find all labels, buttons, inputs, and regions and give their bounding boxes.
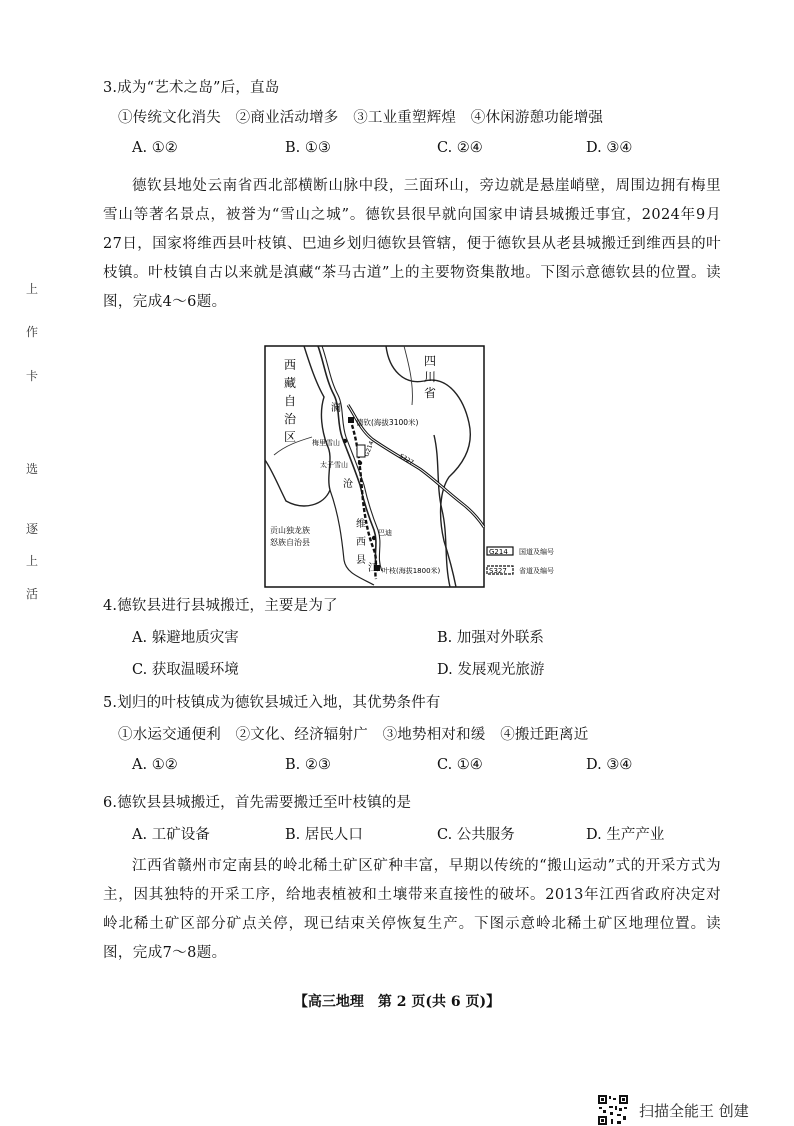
margin-char: 逐: [26, 522, 39, 536]
qr-code-icon: [597, 1094, 629, 1126]
badi-marker: [372, 536, 376, 540]
question-4-option-b: B. 加强对外联系: [437, 630, 544, 646]
svg-text:区: 区: [284, 430, 297, 444]
question-3-items: ①传统文化消失 ②商业活动增多 ③工业重塑辉煌 ④休闲游憩功能增强: [118, 110, 604, 126]
svg-text:怒族自治县: 怒族自治县: [270, 538, 310, 547]
margin-char: 作: [26, 325, 39, 339]
passage-deqin: 德钦县地处云南省西北部横断山脉中段，三面环山，旁边就是悬崖峭壁，周围边拥有梅里雪山等著名景点，被誉为“雪山之城”。德钦县很早就向国家申请县城搬迁事宜，2024年9月27日，国家将维西县叶枝镇、巴迪乡划归德钦县管辖，便于德钦县从老县城搬迁到维西县的叶枝镇。叶枝镇自古以来就是滇藏“茶马古道”上的主要物资集散地。下图示意德钦县的位置。读图，完成4～6题。: [103, 178, 721, 310]
svg-text:沧: 沧: [343, 479, 353, 490]
map-label-badi: 巴迪: [378, 529, 392, 537]
question-5-option-a: A. ①②: [132, 757, 178, 773]
map-label-sichuan: 四: [424, 354, 437, 368]
question-6-option-b: B. 居民人口: [285, 827, 363, 843]
question-4-option-d: D. 发展观光旅游: [437, 662, 545, 678]
svg-text:S327: S327: [398, 452, 415, 467]
question-5-option-b: B. ②③: [285, 757, 331, 773]
question-3-option-a: A. ①②: [132, 140, 178, 156]
question-3-stem: 3.成为“艺术之岛”后，直岛: [103, 80, 280, 96]
question-5-stem: 5.划归的叶枝镇成为德钦县城迁入地，其优势条件有: [103, 695, 441, 711]
svg-text:藏: 藏: [284, 376, 297, 390]
question-6-option-d: D. 生产产业: [586, 827, 665, 843]
question-3-option-c: C. ②④: [437, 140, 483, 156]
margin-char: 上: [26, 282, 39, 296]
meili-marker: [343, 439, 347, 443]
question-6-option-c: C. 公共服务: [437, 827, 515, 843]
margin-char: 选: [26, 462, 39, 476]
svg-text:G214: G214: [489, 548, 508, 556]
question-6-option-a: A. 工矿设备: [132, 827, 210, 843]
taizi-marker: [358, 461, 362, 465]
map-label-deqin: 德钦(海拔3100米): [356, 418, 419, 427]
map-label-taizi: 太子雪山: [320, 461, 348, 469]
svg-text:省: 省: [424, 386, 437, 400]
map-label-lancang: 澜: [331, 403, 341, 414]
svg-text:西: 西: [356, 537, 366, 548]
question-6-stem: 6.德钦县县城搬迁，首先需要搬迁至叶枝镇的是: [103, 795, 412, 811]
map-label-meili: 梅里雪山: [312, 439, 340, 447]
question-4-option-c: C. 获取温暖环境: [132, 662, 239, 678]
map-label-yezhi: 叶枝(海拔1800米): [382, 567, 441, 575]
margin-char: 卡: [26, 369, 39, 383]
svg-text:S327: S327: [489, 567, 507, 575]
question-4-stem: 4.德钦县进行县城搬迁，主要是为了: [103, 598, 338, 614]
map-label-gongshan: 贡山独龙族: [270, 526, 310, 535]
map-label-tibet: 西: [284, 358, 297, 372]
svg-text:自: 自: [284, 394, 297, 408]
margin-char: 上: [26, 554, 39, 568]
question-5-option-d: D. ③④: [586, 757, 633, 773]
deqin-marker: [348, 417, 354, 423]
question-5-items: ①水运交通便利 ②文化、经济辐射广 ③地势相对和缓 ④搬迁距离近: [118, 727, 589, 743]
legend-s327-label: 省道及编号: [519, 567, 554, 575]
margin-char: 活: [26, 587, 39, 601]
svg-text:G214: G214: [363, 440, 376, 458]
deqin-location-map: [264, 345, 604, 590]
svg-text:川: 川: [424, 370, 437, 384]
svg-text:江: 江: [368, 563, 378, 574]
page-footer: 【高三地理 第 2 页(共 6 页)】: [293, 994, 501, 1010]
map-label-weixi: 维: [356, 519, 366, 530]
passage-lingbei: 江西省赣州市定南县的岭北稀土矿区矿种丰富，早期以传统的“搬山运动”式的开采方式为主，因其独特的开采工序，给地表植被和土壤带来直接性的破坏。2013年江西省政府决定对岭北稀土矿区部分矿点关停，现已结束关停恢复生产。下图示意岭北稀土矿区地理位置。读图，完成7～8题。: [103, 858, 721, 961]
scanner-watermark: 扫描全能王 创建: [639, 1102, 749, 1120]
question-3-option-d: D. ③④: [586, 140, 633, 156]
svg-text:县: 县: [356, 555, 366, 566]
svg-text:治: 治: [284, 412, 297, 426]
question-5-option-c: C. ①④: [437, 757, 483, 773]
question-4-option-a: A. 躲避地质灾害: [132, 630, 239, 646]
question-3-option-b: B. ①③: [285, 140, 331, 156]
legend-g214-label: 国道及编号: [519, 548, 554, 556]
